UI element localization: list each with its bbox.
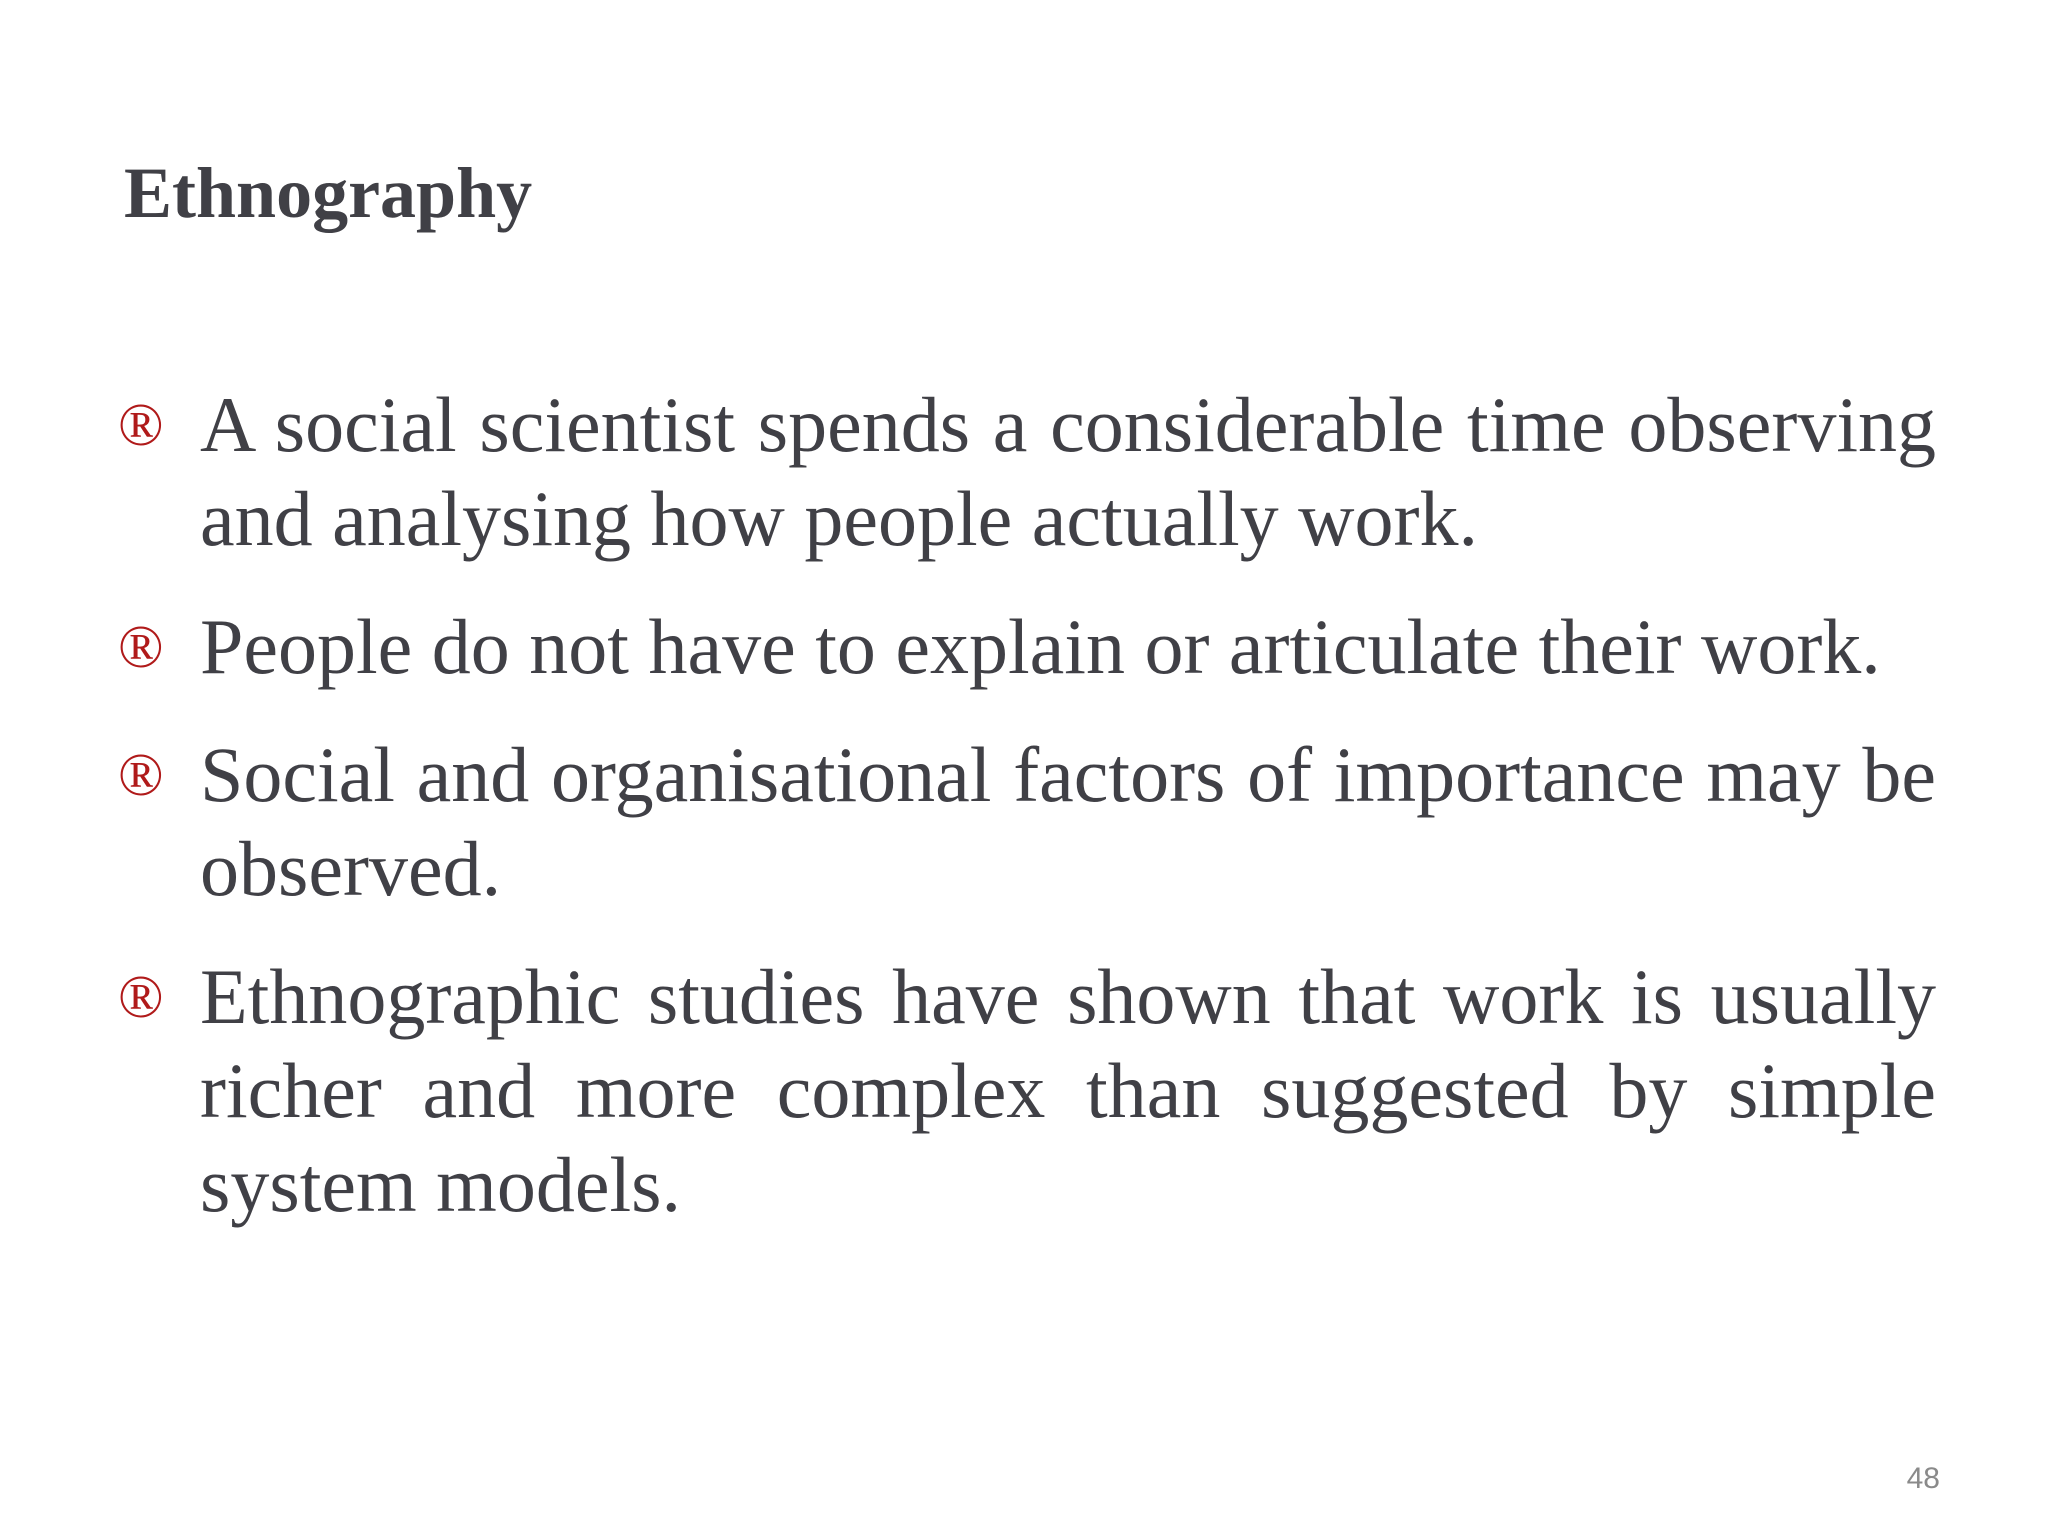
bullet-text: Social and organisational factors of importance may be observed. bbox=[200, 731, 1936, 912]
registered-sign-icon: ® bbox=[118, 964, 164, 1030]
bullet-text: A social scientist spends a considerable time observing and analysing how people actually work. bbox=[200, 381, 1936, 562]
page-number: 48 bbox=[1906, 1462, 1940, 1495]
bullet-item bbox=[118, 950, 1936, 1232]
bullet-text: People do not have to explain or articulate their work. bbox=[200, 603, 1881, 690]
registered-sign-icon: ® bbox=[118, 614, 164, 680]
registered-sign-icon: ® bbox=[118, 392, 164, 458]
registered-sign-icon: ® bbox=[118, 742, 164, 808]
bullet-item bbox=[118, 378, 1936, 566]
bullet-item bbox=[118, 600, 1936, 694]
bullet-list bbox=[118, 378, 1936, 1266]
bullet-text: Ethnographic studies have shown that work is usually richer and more complex than suggested by simple system models. bbox=[200, 953, 1936, 1228]
bullet-item bbox=[118, 728, 1936, 916]
slide-title: Ethnography bbox=[124, 153, 533, 233]
